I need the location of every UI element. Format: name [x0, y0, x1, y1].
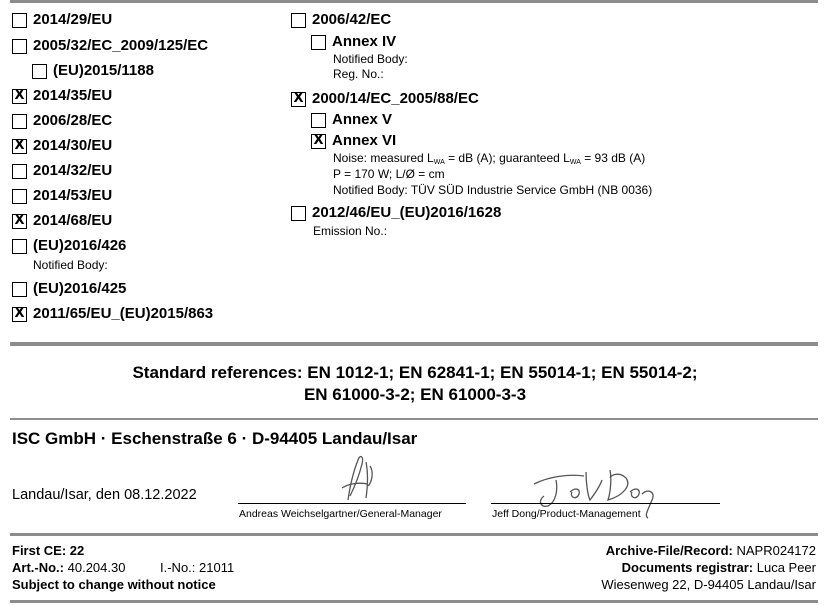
registrar-address: Wiesenweg 22, D-94405 Landau/Isar [601, 577, 816, 592]
annex-label: Annex VI [332, 132, 397, 149]
noise-suffix: = 93 dB (A) [580, 151, 646, 165]
directive-label: (EU)2015/1188 [53, 62, 154, 79]
place-date: Landau/Isar, den 08.12.2022 [12, 487, 197, 503]
first-ce-value: 22 [69, 543, 85, 558]
top-rule [10, 0, 818, 3]
directive-label: 2014/29/EU [33, 11, 113, 28]
first-ce [12, 543, 84, 559]
lwa-subscript: WA [433, 159, 445, 166]
archive-value: NAPR024172 [736, 543, 816, 558]
directive-label: 2006/28/EC [33, 112, 113, 129]
annex-label: Annex IV [332, 33, 397, 50]
checkbox[interactable] [12, 39, 27, 54]
documents-registrar [622, 560, 816, 576]
art-no-label: Art.-No.: [12, 560, 64, 575]
archive-label: Archive-File/Record: [605, 543, 733, 558]
checkbox[interactable] [291, 206, 306, 221]
checkbox[interactable]: X [12, 139, 27, 154]
registrar-label: Documents registrar: [621, 560, 754, 575]
signature-caption-left: Andreas Weichselgartner/General-Manager [239, 508, 442, 520]
standard-references-line1: Standard references: EN 1012-1; EN 62841-1; EN 55014-1; EN 55014-2; [132, 363, 698, 382]
checkbox[interactable] [12, 164, 27, 179]
checkbox[interactable] [32, 64, 47, 79]
directive-label: 2014/35/EU [33, 87, 113, 104]
checkbox[interactable]: X [12, 307, 27, 322]
emission-no-note: Emission No.: [313, 224, 388, 238]
i-no: I.-No.: 21011 [160, 560, 235, 575]
checkbox[interactable] [291, 13, 306, 28]
registrar-value: Luca Peer [756, 560, 816, 575]
checkbox[interactable]: X [12, 89, 27, 104]
directive-label: 2014/30/EU [33, 137, 113, 154]
signature-caption-right: Jeff Dong/Product-Management [492, 508, 641, 520]
checkbox[interactable] [12, 282, 27, 297]
reg-no-note: Reg. No.: [333, 67, 384, 81]
directive-label: 2014/68/EU [33, 212, 113, 229]
directive-label: 2012/46/EU_(EU)2016/1628 [312, 204, 502, 221]
power-value: P = 170 W; L/Ø = cm [333, 167, 445, 181]
directive-label: 2011/65/EU_(EU)2015/863 [33, 305, 214, 322]
art-no [12, 560, 125, 576]
footer-divider [10, 533, 818, 536]
directive-label: (EU)2016/425 [33, 280, 127, 297]
directive-label: 2005/32/EC_2009/125/EC [33, 37, 209, 54]
section-divider [10, 342, 818, 346]
notified-body-note: Notified Body: TÜV SÜD Industrie Service GmbH (NB 0036) [333, 183, 653, 197]
notified-body-note: Notified Body: [333, 52, 408, 66]
directive-label: 2006/42/EC [312, 11, 392, 28]
archive-record [606, 543, 816, 559]
checkbox[interactable] [311, 35, 326, 50]
change-notice: Subject to change without notice [12, 577, 216, 592]
company-address: ISC GmbH · Eschenstraße 6 · D-94405 Landau/Isar [12, 429, 418, 448]
directive-label: (EU)2016/426 [33, 237, 127, 254]
checkbox[interactable] [12, 13, 27, 28]
annex-label: Annex V [332, 111, 393, 128]
checkbox[interactable] [12, 239, 27, 254]
section-divider [10, 418, 818, 420]
lwa-subscript: WA [569, 159, 581, 166]
checkbox[interactable]: X [311, 134, 326, 149]
directive-label: 2014/32/EU [33, 162, 113, 179]
first-ce-label: First CE: [12, 543, 67, 558]
checkbox[interactable] [311, 113, 326, 128]
standard-references-line2: EN 61000-3-2; EN 61000-3-3 [303, 385, 527, 404]
noise-prefix: Noise: measured L [333, 151, 434, 165]
bottom-rule [10, 600, 818, 603]
art-no-value: 40.204.30 [67, 560, 126, 575]
signature-line-left [238, 503, 466, 504]
checkbox[interactable] [12, 189, 27, 204]
directive-label: 2000/14/EC_2005/88/EC [312, 90, 479, 107]
checkbox[interactable] [12, 114, 27, 129]
notified-body-note: Notified Body: [33, 258, 108, 272]
noise-mid: = dB (A); guaranteed L [444, 151, 570, 165]
signature-line-right [491, 503, 720, 504]
directive-label: 2014/53/EU [33, 187, 113, 204]
checkbox[interactable]: X [291, 92, 306, 107]
checkbox[interactable]: X [12, 214, 27, 229]
